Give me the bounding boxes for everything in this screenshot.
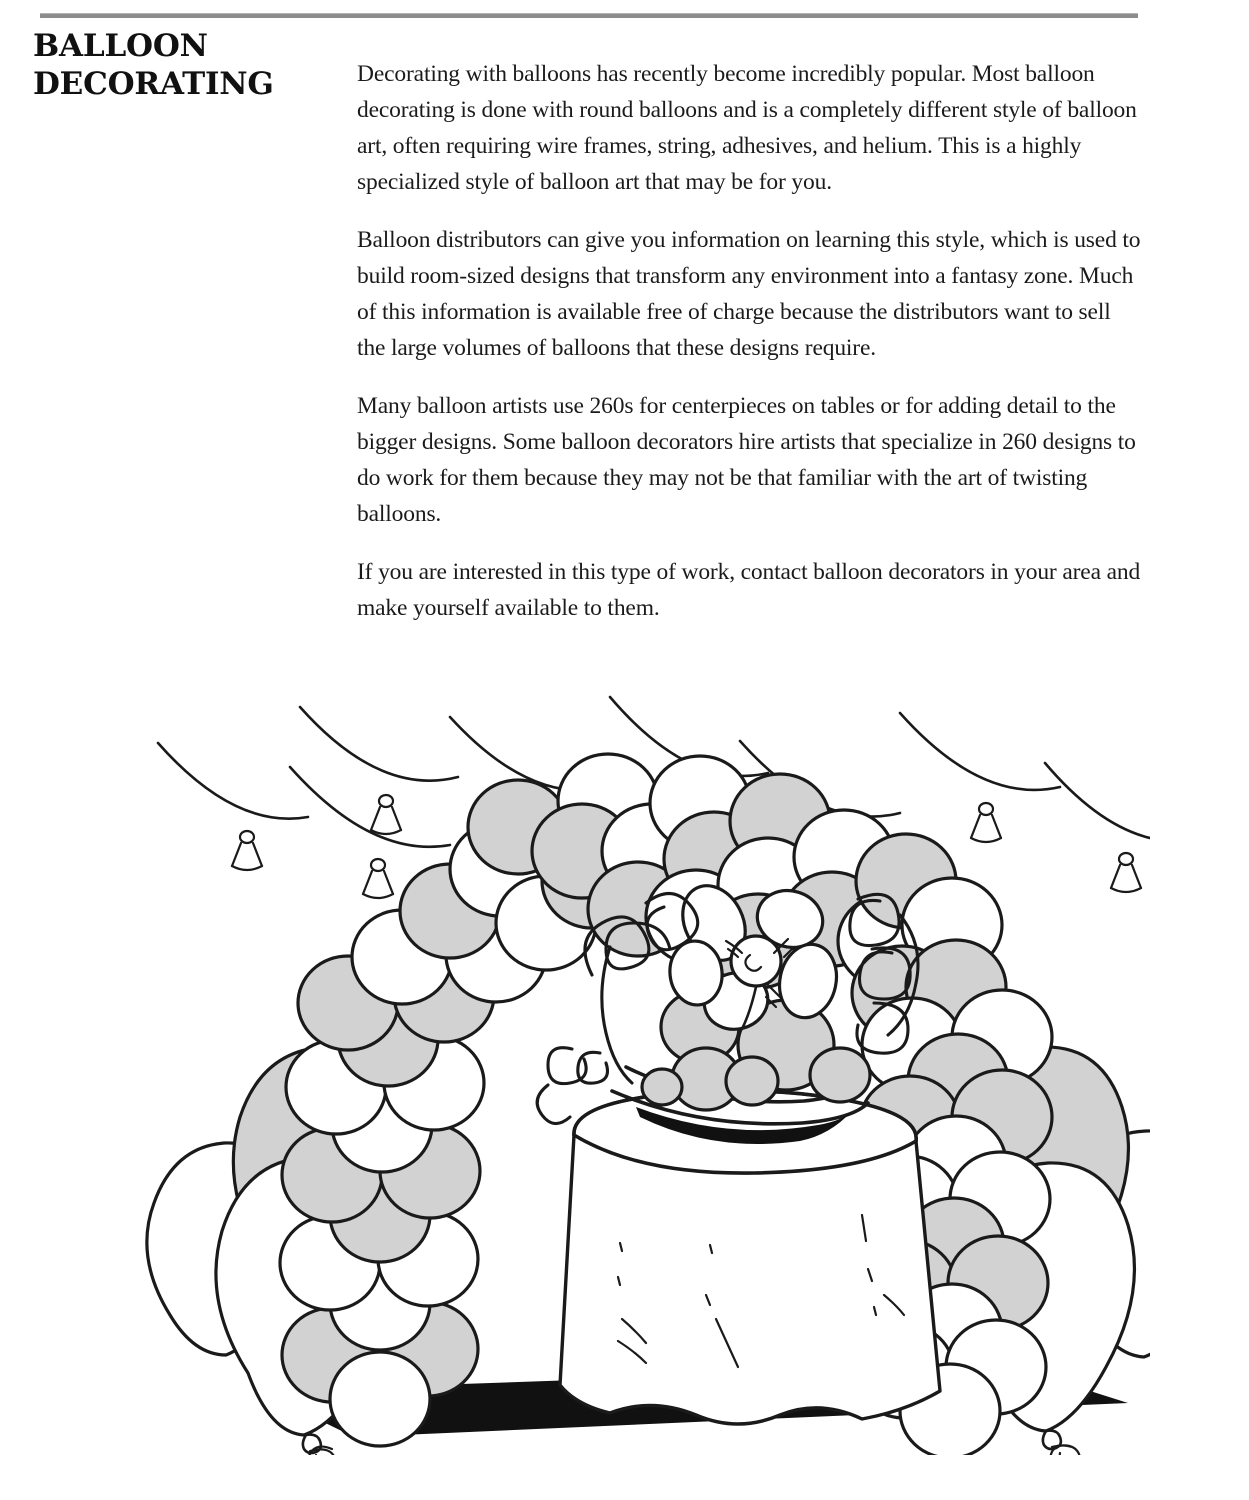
paragraph-2: Balloon distributors can give you information on learning this style, which is used to build room-sized designs that transform any environment into a fantasy zone. Much of this information is available free of charge because the distributors want to sell the large volumes of balloons that these designs require. [357, 227, 1141, 361]
swag-2 [300, 707, 458, 834]
tassel-icon [371, 795, 401, 834]
arch-left-column [280, 948, 494, 1446]
paragraph-4: If you are interested in this type of work, contact balloon decorators in your area and make yourself available to them. [357, 559, 1141, 621]
illustration-svg [140, 655, 1150, 1455]
page-title-line-1: BALLOON [33, 28, 208, 64]
page-title-line-2: DECORATING [33, 65, 274, 102]
swag-7 [900, 713, 1060, 842]
page-title [33, 28, 333, 104]
right-curly-ribbons [998, 1445, 1150, 1455]
swag-8 [1045, 763, 1150, 892]
tassel-icon [1111, 853, 1141, 892]
paragraph-3: Many balloon artists use 260s for centerpieces on tables or for adding detail to the bigger designs. Some balloon decorators hire artists that specialize in 260 designs to do work for them because they may not be that familiar with the art of twisting balloons. [357, 393, 1136, 527]
balloon-decorating-illustration [140, 655, 1150, 1455]
swag-1 [158, 743, 308, 870]
tassel-icon [971, 803, 1001, 842]
tassel-icon [363, 859, 393, 898]
tassel-icon [232, 831, 262, 870]
paragraph-1: Decorating with balloons has recently become incredibly popular. Most balloon decorating is done with round balloons and is a completely different style of balloon art, often requiring wire frames, string, adhesives, and helium. This is a highly specialized style of balloon art that may be for you. [357, 61, 1137, 195]
header-rule [40, 13, 1138, 18]
body-text-column [357, 56, 1141, 626]
